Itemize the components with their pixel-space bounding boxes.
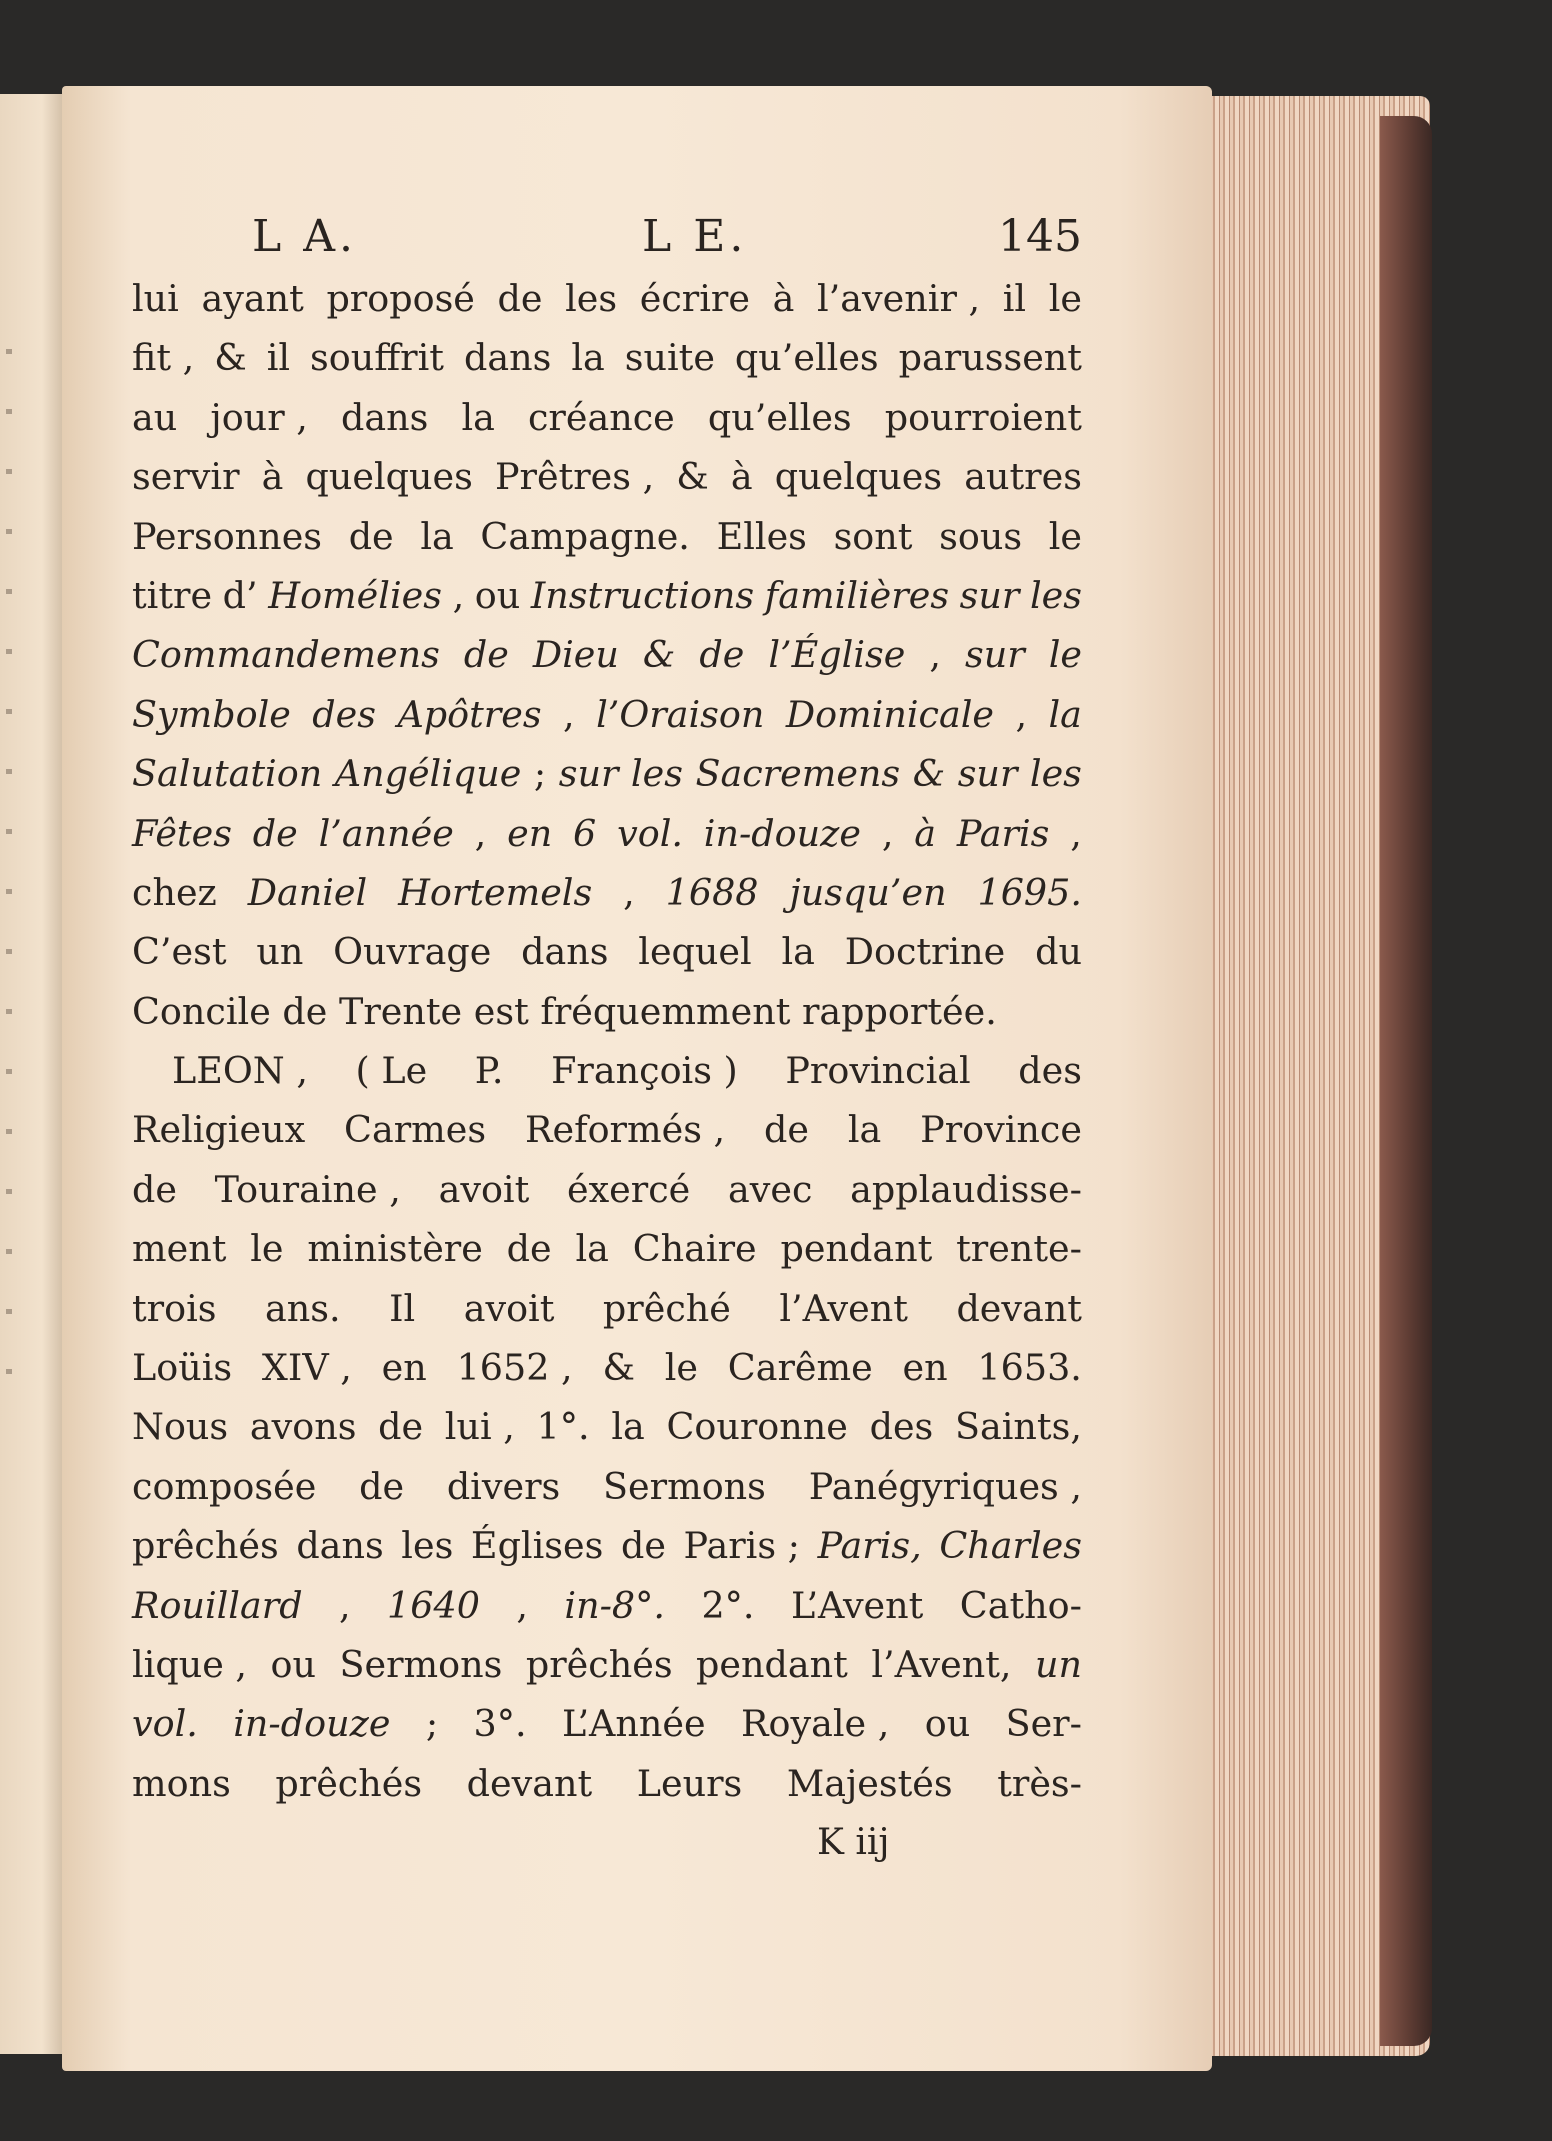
word: &: [642, 633, 676, 677]
word: in-8°.: [564, 1583, 666, 1627]
word: le: [664, 1346, 699, 1390]
word: l’Oraison: [596, 692, 765, 736]
word: l’année: [318, 811, 454, 855]
word: le: [1048, 633, 1082, 677]
word: écrire: [639, 277, 750, 320]
word: proposé: [326, 277, 475, 320]
word: ment: [132, 1227, 227, 1271]
word: ans.: [265, 1286, 341, 1330]
word: des: [1018, 1049, 1082, 1093]
word: &: [602, 1346, 635, 1390]
text-line: [132, 744, 1082, 803]
word: la: [575, 1227, 609, 1271]
word: 1°.: [536, 1405, 590, 1449]
signature-mark: K iij: [817, 1822, 890, 1864]
word: l’Avent: [779, 1286, 908, 1330]
word: Sermons: [603, 1464, 766, 1508]
word: suite: [624, 336, 715, 380]
word: quelques: [774, 455, 943, 499]
word: prêchés: [275, 1761, 423, 1805]
word: sous: [939, 514, 1023, 558]
word: François ): [551, 1049, 738, 1093]
word: d’: [222, 573, 258, 617]
word: un: [256, 930, 304, 974]
text-line: [132, 1754, 1082, 1813]
word: 1695.: [977, 870, 1082, 914]
word: trois: [132, 1286, 217, 1330]
text-line: [132, 1576, 1082, 1635]
text-line: [132, 1635, 1082, 1694]
word: à: [914, 811, 937, 855]
word: Paris,: [817, 1524, 922, 1568]
word: composée: [132, 1464, 317, 1508]
word: Rouillard: [132, 1583, 303, 1627]
text-line: [132, 447, 1082, 506]
text-line: [132, 1219, 1082, 1278]
word: ou: [270, 1642, 316, 1686]
word: la: [461, 395, 495, 439]
word: &: [912, 752, 946, 796]
text-line: [132, 1279, 1082, 1338]
word: prêché: [602, 1286, 731, 1330]
word: lequel: [638, 930, 752, 974]
word: Églises: [470, 1524, 604, 1568]
running-head-center: L E.: [642, 211, 748, 262]
word: Apôtres: [397, 692, 542, 736]
word: Loüis: [132, 1346, 233, 1390]
word: l’Avent,: [871, 1642, 1012, 1686]
text-line: [132, 1397, 1082, 1456]
word: le: [1048, 277, 1082, 320]
word: avec: [727, 1167, 813, 1211]
word: XIV ,: [261, 1346, 352, 1390]
word: qu’elles: [734, 336, 879, 380]
word: Paris: [956, 811, 1050, 855]
word: lui: [132, 277, 179, 320]
word: de: [132, 1167, 177, 1211]
word: de: [348, 514, 394, 558]
word: sur: [558, 752, 619, 796]
word: dans: [340, 395, 429, 439]
word: de: [463, 633, 509, 677]
word: L’Année: [561, 1702, 706, 1746]
word: très-: [997, 1761, 1082, 1805]
word: souffrit: [310, 336, 444, 380]
word: les: [1029, 752, 1082, 796]
word: divers: [446, 1464, 561, 1508]
word: Prêtres ,: [494, 455, 655, 499]
word: ,: [339, 1583, 351, 1627]
word: Salutation: [132, 752, 323, 796]
word: Couronne: [666, 1405, 848, 1449]
word: 3°.: [473, 1702, 527, 1746]
word: 1640: [387, 1583, 480, 1627]
running-head: [132, 211, 1082, 269]
word: Angélique: [334, 752, 522, 796]
cover-edge: [1380, 116, 1432, 2046]
word: ,: [1070, 811, 1082, 855]
word: Carmes: [344, 1108, 487, 1152]
text-line: [132, 328, 1082, 387]
word: pendant: [780, 1227, 933, 1271]
word: au: [132, 395, 178, 439]
word: en: [507, 811, 553, 855]
text-line: [132, 982, 1082, 1041]
word: Paris ;: [683, 1524, 800, 1568]
word: ,: [623, 870, 635, 914]
word: Panégyriques ,: [808, 1464, 1082, 1508]
word: des: [869, 1405, 934, 1449]
word: ( Le: [355, 1049, 428, 1093]
word: des: [312, 692, 376, 736]
word: sur: [957, 752, 1018, 796]
text-line: [132, 566, 1082, 625]
word: mons: [132, 1761, 231, 1805]
word: ;: [425, 1702, 439, 1746]
word: dans: [296, 1524, 384, 1568]
word: Instructions: [530, 573, 755, 617]
word: avons: [249, 1405, 357, 1449]
word: 1688: [665, 870, 759, 914]
text-line: [132, 1457, 1082, 1516]
word: de: [378, 1405, 424, 1449]
word: LEON ,: [172, 1049, 308, 1093]
word: Sacremens: [695, 752, 901, 796]
word: Elles: [716, 514, 807, 558]
text-line: [132, 1100, 1082, 1159]
word: prêchés: [132, 1524, 279, 1568]
text-line: [132, 863, 1082, 922]
word: sont: [833, 514, 913, 558]
word: titre: [132, 573, 213, 617]
word: Dieu: [532, 633, 619, 677]
word: 1652 ,: [456, 1346, 573, 1390]
word: in-douze: [233, 1702, 391, 1746]
word: Homélies: [268, 573, 442, 617]
word: de: [506, 1227, 552, 1271]
word: chez: [132, 870, 217, 914]
text-line: [132, 685, 1082, 744]
word: Carême: [727, 1346, 873, 1390]
word: de: [620, 1524, 666, 1568]
word: P.: [474, 1049, 504, 1093]
text-line: [132, 804, 1082, 863]
word: Nous: [132, 1405, 229, 1449]
word: fit ,: [132, 336, 195, 380]
word: ,: [563, 692, 575, 736]
word: les: [401, 1524, 454, 1568]
word: le: [1048, 514, 1082, 558]
word: L’Avent: [790, 1583, 924, 1627]
word: qu’elles: [707, 395, 852, 439]
word: devant: [466, 1761, 593, 1805]
text-line: [132, 1694, 1082, 1753]
word: de: [359, 1464, 405, 1508]
word: Province: [920, 1108, 1082, 1152]
word: sur: [959, 573, 1020, 617]
left-page-edge: [0, 94, 70, 2054]
word: jusqu’en: [789, 870, 947, 914]
word: la: [420, 514, 454, 558]
word: dans: [463, 336, 552, 380]
word: ou: [924, 1702, 971, 1746]
word: Il: [389, 1286, 416, 1330]
word: in-douze: [703, 811, 861, 855]
word: devant: [956, 1286, 1082, 1330]
word: ;: [533, 752, 547, 796]
word: la: [781, 930, 815, 974]
word: Doctrine: [844, 930, 1006, 974]
page: [62, 86, 1212, 2071]
word: Sermons: [339, 1642, 503, 1686]
word: la: [847, 1108, 882, 1152]
word: Majestés: [786, 1761, 953, 1805]
word: C’est: [132, 930, 227, 974]
text-line: [132, 1160, 1082, 1219]
word: il: [266, 336, 291, 380]
word: Saints,: [954, 1405, 1082, 1449]
word: le: [250, 1227, 284, 1271]
word: la: [611, 1405, 645, 1449]
word: pourroient: [884, 395, 1082, 439]
word: &: [214, 336, 247, 380]
body-text: [132, 269, 1082, 1813]
word: Dominicale: [785, 692, 994, 736]
word: ,: [881, 811, 894, 855]
word: dans: [521, 930, 609, 974]
word: Fêtes: [132, 811, 232, 855]
word: Royale ,: [741, 1702, 890, 1746]
word: servir: [132, 455, 240, 499]
word: il: [1002, 277, 1027, 320]
word: la: [1048, 692, 1082, 736]
word: applaudisse-: [850, 1167, 1082, 1211]
word: parussent: [898, 336, 1082, 380]
word: l’Église: [768, 633, 906, 677]
word: en: [381, 1346, 427, 1390]
word: avoit: [463, 1286, 555, 1330]
word: quelques: [305, 455, 473, 499]
text-line: [132, 269, 1082, 328]
book: [0, 86, 1440, 2071]
word: lique ,: [132, 1642, 248, 1686]
word: créance: [527, 395, 675, 439]
word: lui ,: [444, 1405, 515, 1449]
word: la: [571, 336, 605, 380]
word: ,: [516, 1583, 528, 1627]
word: ,: [452, 573, 465, 617]
word: Chaire: [632, 1227, 757, 1271]
word: un: [1034, 1642, 1082, 1686]
word: Hortemels: [398, 870, 593, 914]
word: Commandemens: [132, 633, 440, 677]
word: 2°.: [701, 1583, 755, 1627]
word: du: [1035, 930, 1082, 974]
word: Ser-: [1005, 1702, 1082, 1746]
word: Concile de Trente est fréquemment rapportée.: [132, 989, 997, 1033]
word: Touraine ,: [214, 1167, 401, 1211]
word: prêchés: [525, 1642, 673, 1686]
word: à: [772, 277, 795, 320]
word: de: [764, 1108, 809, 1152]
word: les: [630, 752, 683, 796]
word: 6: [573, 811, 597, 855]
word: en: [902, 1346, 948, 1390]
word: pendant: [696, 1642, 848, 1686]
word: ou: [474, 573, 521, 617]
word: Campagne.: [480, 514, 690, 558]
text-line: [132, 1338, 1082, 1397]
text-line: [132, 507, 1082, 566]
text-line: [132, 1516, 1082, 1575]
word: Daniel: [247, 870, 368, 914]
word: ayant: [201, 277, 304, 320]
word: de: [497, 277, 543, 320]
word: vol.: [617, 811, 683, 855]
word: familières: [764, 573, 950, 617]
text-line: [132, 922, 1082, 981]
word: à: [261, 455, 284, 499]
word: Charles: [939, 1524, 1082, 1568]
word: Personnes: [132, 514, 323, 558]
word: de: [699, 633, 745, 677]
word: Provincial: [785, 1049, 971, 1093]
word: ministère: [307, 1227, 483, 1271]
text-line: [132, 388, 1082, 447]
word: &: [676, 455, 709, 499]
word: vol.: [132, 1702, 198, 1746]
word: les: [565, 277, 618, 320]
word: 1653.: [977, 1346, 1082, 1390]
word: de: [252, 811, 298, 855]
word: ,: [929, 633, 941, 677]
word: Reformés ,: [524, 1108, 726, 1152]
text-line: [132, 625, 1082, 684]
word: autres: [964, 455, 1082, 499]
word: ,: [474, 811, 487, 855]
page-number: 145: [998, 211, 1082, 262]
text-line: [132, 1041, 1082, 1100]
page-content: [132, 211, 1082, 1865]
word: ,: [1015, 692, 1028, 736]
word: avoit: [438, 1167, 530, 1211]
word: Symbole: [132, 692, 291, 736]
word: sur: [964, 633, 1025, 677]
word: Ouvrage: [333, 930, 492, 974]
running-head-left: L A.: [252, 211, 357, 262]
word: Leurs: [636, 1761, 743, 1805]
word: à: [730, 455, 753, 499]
word: jour ,: [210, 395, 308, 439]
word: éxercé: [566, 1167, 691, 1211]
word: Religieux: [132, 1108, 306, 1152]
word: trente-: [956, 1227, 1082, 1271]
word: l’avenir ,: [817, 277, 981, 320]
word: les: [1029, 573, 1082, 617]
word: Catho-: [959, 1583, 1082, 1627]
